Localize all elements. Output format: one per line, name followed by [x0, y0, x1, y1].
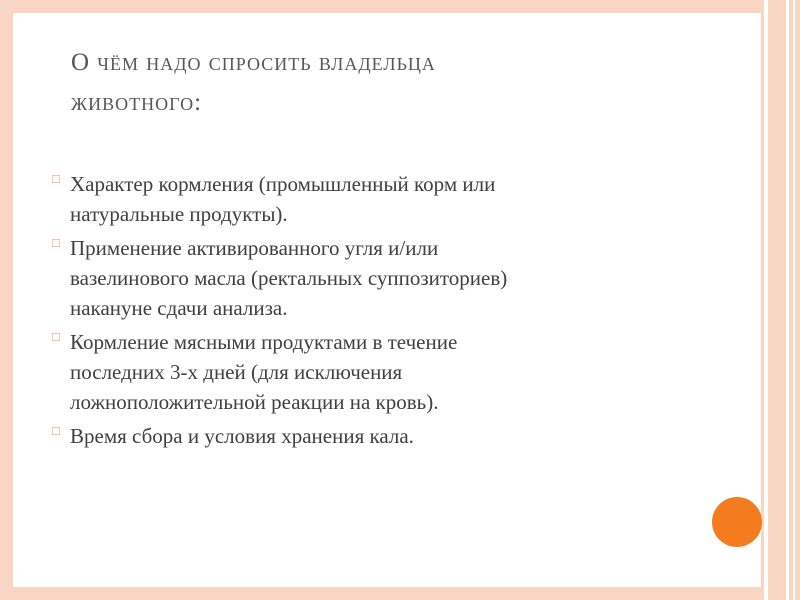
- bullet-text-line: накануне сдачи анализа.: [70, 296, 288, 320]
- bullet-text-line: последних 3-х дней (для исключения: [70, 360, 403, 384]
- frame-left-border: [0, 0, 13, 600]
- slide: [13, 13, 761, 587]
- bullet-text-line: Применение активированного угля и/или: [70, 236, 439, 260]
- bullet-item: [51, 421, 671, 451]
- frame-stripe: [764, 0, 768, 600]
- bullet-item: [51, 327, 671, 417]
- bullet-text-line: натуральные продукты).: [70, 202, 288, 226]
- orange-circle-decoration: [712, 497, 762, 547]
- bullet-text-line: Характер кормления (промышленный корм или: [70, 172, 496, 196]
- bullet-item: [51, 169, 671, 229]
- slide-title-line: О чём надо спросить владельца: [71, 49, 436, 76]
- bullet-text-line: ложноположительной реакции на кровь).: [70, 390, 439, 414]
- checkbox-bullet-icon: ☐: [51, 331, 61, 344]
- slide-title: [71, 43, 711, 123]
- frame-stripe: [786, 0, 789, 600]
- bullet-text-line: вазелинового масла (ректальных суппозиториев): [70, 266, 508, 290]
- frame-bottom-border: [0, 587, 800, 600]
- checkbox-bullet-icon: ☐: [51, 425, 61, 438]
- bullet-text-line: Кормление мясными продуктами в течение: [70, 330, 458, 354]
- checkbox-bullet-icon: ☐: [51, 173, 61, 186]
- frame-top-border: [0, 0, 800, 13]
- bullet-item: [51, 233, 671, 323]
- frame-stripe: [793, 0, 795, 600]
- bullet-list: [51, 169, 671, 455]
- bullet-text-line: Время сбора и условия хранения кала.: [70, 424, 414, 448]
- checkbox-bullet-icon: ☐: [51, 237, 61, 250]
- slide-title-line: животного:: [71, 89, 203, 116]
